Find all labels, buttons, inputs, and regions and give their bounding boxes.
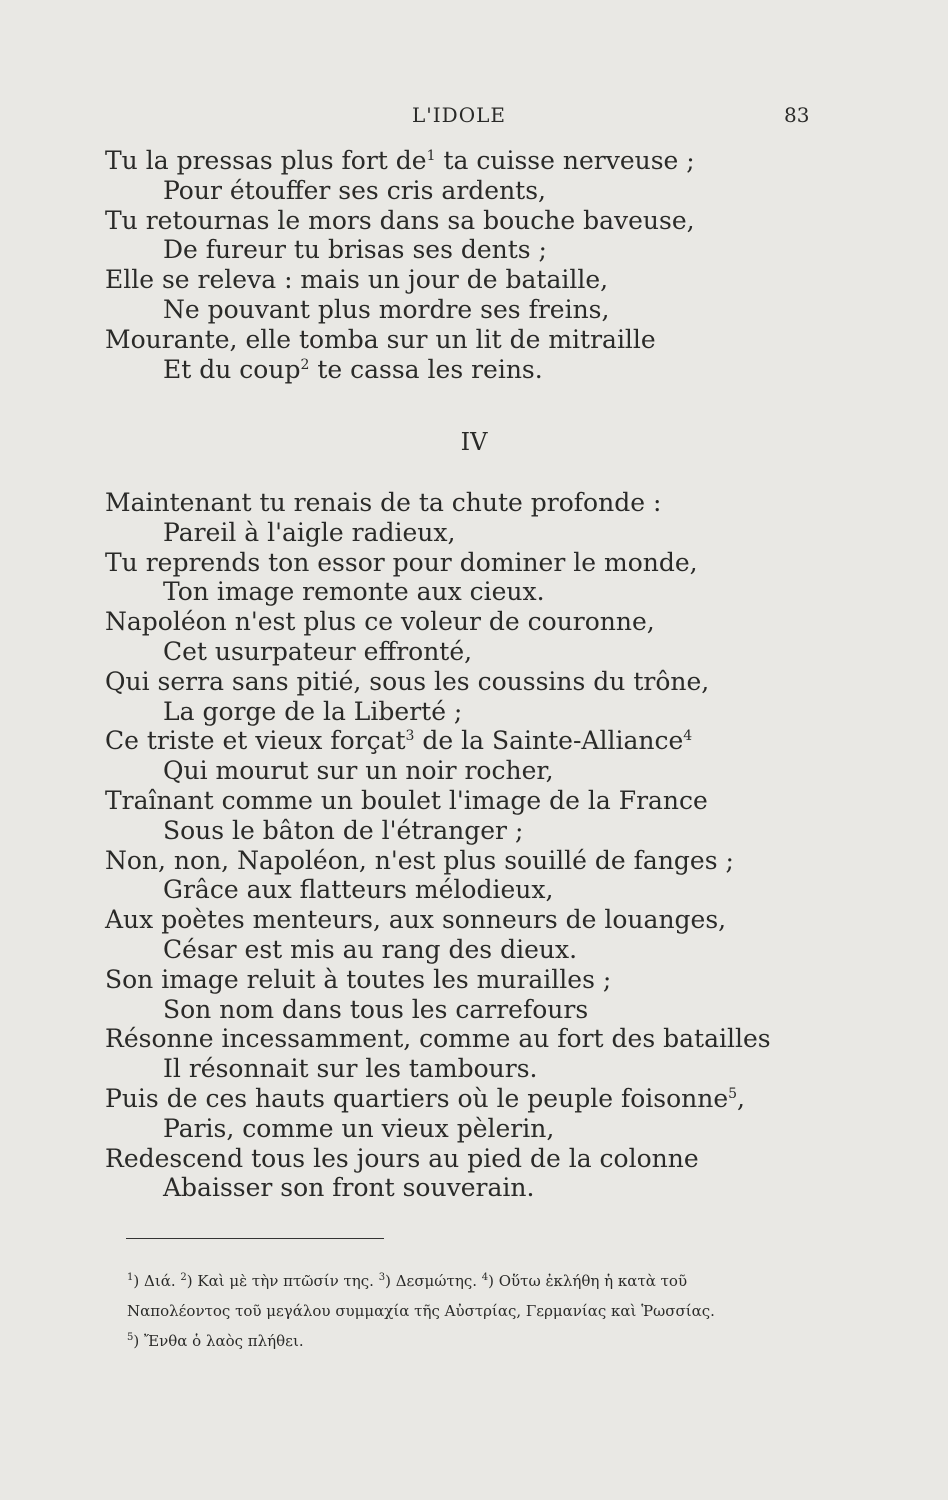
verse-line: Tu reprends ton essor pour dominer le monde, [105,547,698,577]
verse-line: Qui serra sans pitié, sous les coussins du trône, [105,666,710,696]
section-heading: IV [460,428,488,456]
verse-line: Traînant comme un boulet l'image de la France [105,785,708,815]
verse-line: Son image reluit à toutes les murailles ; [105,964,612,994]
verse-line: César est mis au rang des dieux. [163,934,578,964]
footnote-ref: 4 [683,728,693,745]
verse-line: Puis de ces hauts quartiers où le peuple foisonne$^5$, [105,1083,745,1113]
footnote-ref: 5 [728,1085,738,1102]
footnote-line: $^1$) Διά. $^2$) Καὶ μὲ τὴν πτῶσίν της. $^3$) Δεσμώτης. $^4$) Οὕτω ἐκλήθη ἡ κατὰ τοῦ [127,1272,688,1290]
verse-line: Napoléon n'est plus ce voleur de couronne, [105,607,655,637]
footnote-ref: 3 [405,728,415,745]
verse-line: Abaisser son front souverain. [163,1173,535,1203]
verse-line: Elle se releva : mais un jour de bataille, [105,265,609,295]
verse-line: Résonne incessamment, comme au fort des batailles [105,1024,771,1054]
footnotes [127,1266,827,1356]
verse-line: Grâce aux flatteurs mélodieux, [163,875,554,905]
verse-line: Et du coup$^2$ te cassa les reins. [163,354,543,384]
verse-line: La gorge de la Liberté ; [163,696,463,726]
running-title: L'IDOLE [412,103,506,127]
verse-line: Tu retournas le mors dans sa bouche baveuse, [105,205,695,235]
verse-line: Mourante, elle tomba sur un lit de mitraille [105,324,656,354]
stanza-2 [105,488,805,1203]
verse-line: Son nom dans tous les carrefours [163,994,589,1024]
page-number: 83 [784,103,810,127]
verse-line: Cet usurpateur effronté, [163,636,473,666]
page-header [0,103,948,133]
verse-line: Ce triste et vieux forçat$^3$ de la Sainte-Alliance$^4$ [105,726,693,756]
verse-line: Ne pouvant plus mordre ses freins, [163,294,610,324]
footnote-line: Ναπολέοντος τοῦ μεγάλου συμμαχία τῆς Αὐστρίας, Γερμανίας καὶ Ῥωσσίας. [127,1302,715,1320]
verse-line: Aux poètes menteurs, aux sonneurs de louanges, [105,905,727,935]
verse-line: Qui mourut sur un noir rocher, [163,756,554,786]
verse-line: Ton image remonte aux cieux. [163,577,545,607]
footnote-ref: 1 [426,148,436,164]
stanza-1 [105,146,805,384]
verse-line: Tu la pressas plus fort $de^1$ ta cuisse nerveuse ; [105,146,695,175]
verse-line: Paris, comme un vieux pèlerin, [163,1113,555,1143]
footnote-divider [126,1238,384,1239]
footnote-ref: 2 [300,356,310,373]
verse-line: De fureur tu brisas ses dents ; [163,235,547,265]
verse-line: Pareil à l'aigle radieux, [163,517,456,547]
verse-line: Pour étouffer ses cris ardents, [163,175,547,205]
verse-line: Non, non, Napoléon, n'est plus souillé de fanges ; [105,845,734,875]
verse-line: Sous le bâton de l'étranger ; [163,815,524,845]
verse-line: Il résonnait sur les tambours. [163,1054,538,1084]
verse-line: Redescend tous les jours au pied de la colonne [105,1143,699,1173]
verse-line: Maintenant tu renais de ta chute profonde : [105,488,662,517]
footnote-line: $^5$) Ἔνθα ὁ λαὸς πλήθει. [127,1332,304,1350]
